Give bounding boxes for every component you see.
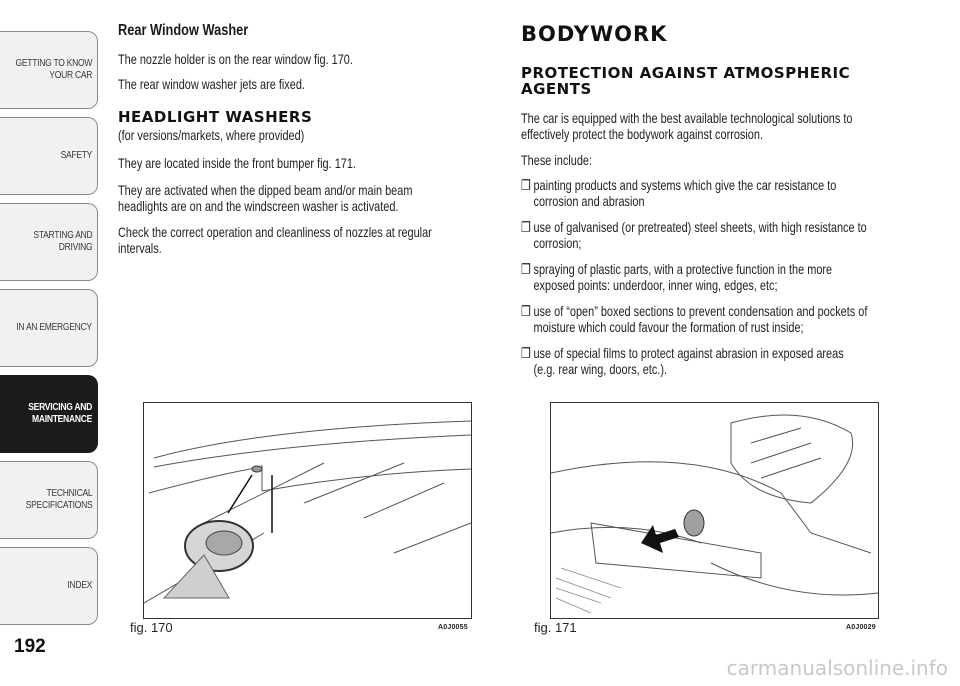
headlight-washers-heading: HEADLIGHT WASHERS (118, 108, 313, 126)
bodywork-paragraph-2: These include: (521, 152, 593, 168)
tab-getting-to-know-your-car[interactable] (0, 31, 98, 109)
bodywork-paragraph-1a: The car is equipped with the best available technological solutions to (521, 110, 853, 126)
figure-170-rear-washer-nozzle (143, 402, 472, 619)
bodywork-heading: BODYWORK (521, 22, 668, 46)
tab-label: SAFETY (60, 150, 92, 161)
bullet-icon: ❒ (521, 261, 531, 277)
list-item-text-cont: corrosion and abrasion (533, 193, 645, 209)
headlight-paragraph-3a: Check the correct operation and cleanliness of nozzles at regular (118, 224, 432, 240)
list-item-text: use of special films to protect against abrasion in exposed areas (533, 345, 844, 361)
tab-in-an-emergency[interactable] (0, 289, 98, 367)
bullet-icon: ❒ (521, 219, 531, 235)
headlight-paragraph-1: They are located inside the front bumper fig. 171. (118, 155, 356, 171)
figure-170-code: A0J0055 (438, 624, 468, 631)
list-item-text: spraying of plastic parts, with a protective function in the more (533, 261, 833, 277)
list-item-text: painting products and systems which give the car resistance to (533, 177, 837, 193)
list-item (521, 261, 832, 293)
rear-paragraph-2: The rear window washer jets are fixed. (118, 76, 305, 92)
tab-starting-and-driving[interactable] (0, 203, 98, 281)
headlight-washers-note: (for versions/markets, where provided) (118, 127, 305, 143)
list-item-text-cont: moisture which could favour the formation of rust inside; (533, 319, 804, 335)
tab-technical-specifications[interactable] (0, 461, 98, 539)
bullet-icon: ❒ (521, 345, 531, 361)
figure-171-headlight-washer (550, 402, 879, 619)
headlight-paragraph-2a: They are activated when the dipped beam and/or main beam (118, 182, 413, 198)
bullet-icon: ❒ (521, 177, 531, 193)
figure-171-code: A0J0029 (846, 624, 876, 631)
front-bumper-washer-illustration (551, 403, 878, 618)
tab-label: SERVICING AND MAINTENANCE (28, 402, 92, 425)
tab-safety[interactable] (0, 117, 98, 195)
headlight-paragraph-2b: headlights are on and the windscreen washer is activated. (118, 198, 399, 214)
list-item-text: use of “open” boxed sections to prevent condensation and pockets of (533, 303, 868, 319)
rear-paragraph-1: The nozzle holder is on the rear window fig. 170. (118, 51, 353, 67)
figure-170-caption: fig. 170 (130, 620, 173, 635)
tab-label: STARTING AND DRIVING (33, 230, 92, 253)
protection-heading-line-2: AGENTS (521, 80, 592, 98)
list-item-text-cont: corrosion; (533, 235, 582, 251)
page-number: 192 (14, 636, 46, 657)
list-item (521, 345, 844, 377)
list-item (521, 303, 867, 335)
tab-label: GETTING TO KNOW YOUR CAR (15, 58, 92, 81)
list-item-text-cont: exposed points: underdoor, inner wing, edges, etc; (533, 277, 778, 293)
rear-window-washer-title: Rear Window Washer (118, 22, 249, 39)
list-item-text: use of galvanised (or pretreated) steel sheets, with high resistance to (533, 219, 867, 235)
list-item (521, 177, 836, 209)
protection-heading-line-1: PROTECTION AGAINST ATMOSPHERIC (521, 64, 851, 82)
headlight-paragraph-3b: intervals. (118, 240, 162, 256)
watermark: carmanualsonline.info (726, 656, 948, 680)
rear-window-nozzle-illustration (144, 403, 471, 618)
tab-label: INDEX (67, 580, 92, 591)
tab-servicing-and-maintenance[interactable] (0, 375, 98, 453)
tab-index[interactable] (0, 547, 98, 625)
list-item (521, 219, 867, 251)
tab-label: IN AN EMERGENCY (16, 322, 92, 333)
bodywork-paragraph-1b: effectively protect the bodywork against corrosion. (521, 126, 763, 142)
list-item-text-cont: (e.g. rear wing, doors, etc.). (533, 361, 668, 377)
bullet-icon: ❒ (521, 303, 531, 319)
tab-label: TECHNICAL SPECIFICATIONS (25, 488, 92, 511)
figure-171-caption: fig. 171 (534, 620, 577, 635)
